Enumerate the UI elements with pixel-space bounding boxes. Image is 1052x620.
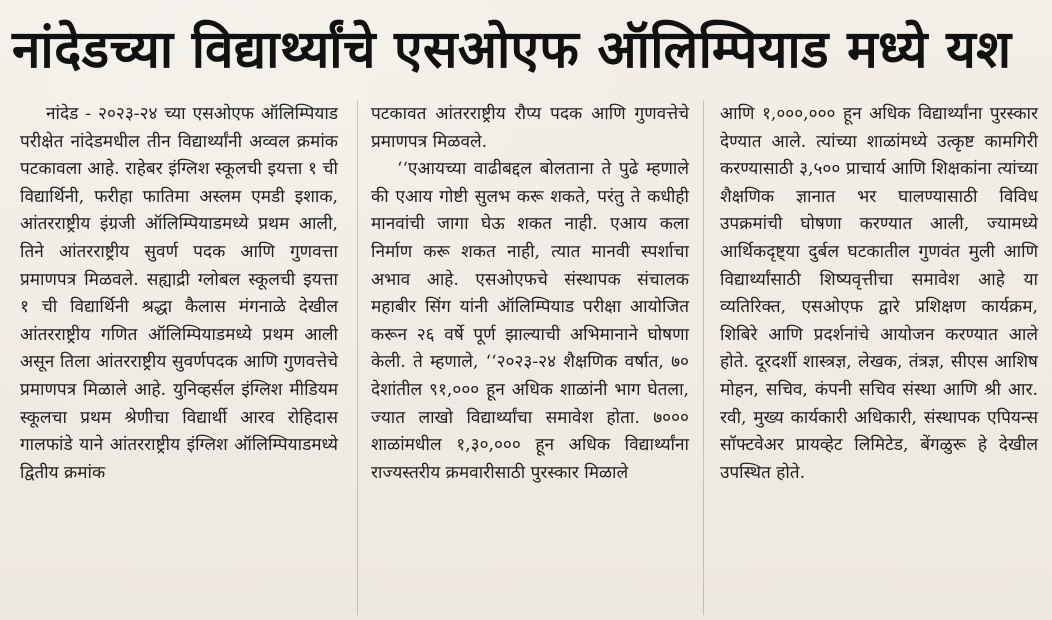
article-column-right (720, 101, 1038, 616)
article-column-left (20, 101, 338, 616)
article-paragraph-middle-top: पटकावत आंतरराष्ट्रीय रौप्य पदक आणि गुणवत्तेचे प्रमाणपत्र मिळवले. (371, 104, 689, 152)
article-column-middle (371, 101, 689, 616)
column-divider-1 (357, 100, 358, 615)
article-paragraph-middle-bottom: ‘‘एआयच्या वाढीबद्दल बोलताना ते पुढे म्हणाले की एआय गोष्टी सुलभ करू शकते, परंतु ते कधीही मानवांची जागा घेऊ शकत नाही. एआय कला निर्माण करू शकत नाही, त्यात मानवी स्पर्शाचा अभाव आहे. एसओएफचे संस्थापक संचालक महाबीर सिंग यांनी ऑलिम्पियाड परीक्षा आयोजित करून २६ वर्षे पूर्ण झाल्याची अभिमानाने घोषणा केली. ते म्हणाले, ‘‘२०२३-२४ शैक्षणिक वर्षात, ७० देशांतील ९१,००० हून अधिक शाळांनी भाग घेतला, ज्यात लाखो विद्यार्थ्यांचा समावेश होता. ७००० शाळांमधील १,३०,००० हून अधिक विद्यार्थ्यांना राज्यस्तरीय क्रमवारीसाठी पुरस्कार मिळाले (371, 159, 689, 483)
article-paragraph-right: आणि १,०००,००० हून अधिक विद्यार्थ्यांना पुरस्कार देण्यात आले. त्यांच्या शाळांमध्ये उत्कृष्ट कामगिरी करण्यासाठी ३,५०० प्राचार्य आणि शिक्षकांना त्यांच्या शैक्षणिक ज्ञानात भर घालण्यासाठी विविध उपक्रमांची घोषणा करण्यात आली, ज्यामध्ये आर्थिकदृष्ट्या दुर्बल घटकातील गुणवंत मुली आणि विद्यार्थ्यांसाठी शिष्यवृत्तीचा समावेश आहे या व्यतिरिक्त, एसओएफ द्वारे प्रशिक्षण कार्यक्रम, शिबिरे आणि प्रदर्शनांचे आयोजन करण्यात आले होते. दूरदर्शी शास्त्रज्ञ, लेखक, तंत्रज्ञ, सीएस आशिष मोहन, सचिव, कंपनी सचिव संस्था आणि श्री आर. रवी, मुख्य कार्यकारी अधिकारी, संस्थापक एपियन्स सॉफ्टवेअर प्रायव्हेट लिमिटेड, बेंगळुरू हे देखील उपस्थित होते. (720, 104, 1038, 483)
column-divider-2 (703, 100, 704, 615)
headline: नांदेडच्या विद्यार्थ्यांचे एसओएफ ऑलिम्पियाड मध्ये यश (12, 20, 1012, 80)
article-paragraph-left: नांदेड - २०२३-२४ च्या एसओएफ ऑलिम्पियाड परीक्षेत नांदेडमधील तीन विद्यार्थ्यांनी अव्वल क्रमांक पटकावला आहे. राहेबर इंग्लिश स्कूलची इयत्ता १ ची विद्यार्थिनी, फरीहा फातिमा अस्लम एमडी इशाक, आंतरराष्ट्रीय इंग्रजी ऑलिम्पियाडमध्ये प्रथम आली, तिने आंतरराष्ट्रीय सुवर्ण पदक आणि गुणवत्ता प्रमाणपत्र मिळवले. सह्याद्री ग्लोबल स्कूलची इयत्ता १ ची विद्यार्थिनी श्रद्धा कैलास मंगनाळे देखील आंतरराष्ट्रीय गणित ऑलिम्पियाडमध्ये प्रथम आली असून तिला आंतरराष्ट्रीय सुवर्णपदक आणि गुणवत्तेचे प्रमाणपत्र मिळाले आहे. युनिव्हर्सल इंग्लिश मीडियम स्कूलचा प्रथम श्रेणीचा विद्यार्थी आरव रोहिदास गालफांडे याने आंतरराष्ट्रीय इंग्लिश ऑलिम्पियाडमध्ये द्वितीय क्रमांक (20, 104, 338, 483)
article-columns (20, 101, 1038, 616)
